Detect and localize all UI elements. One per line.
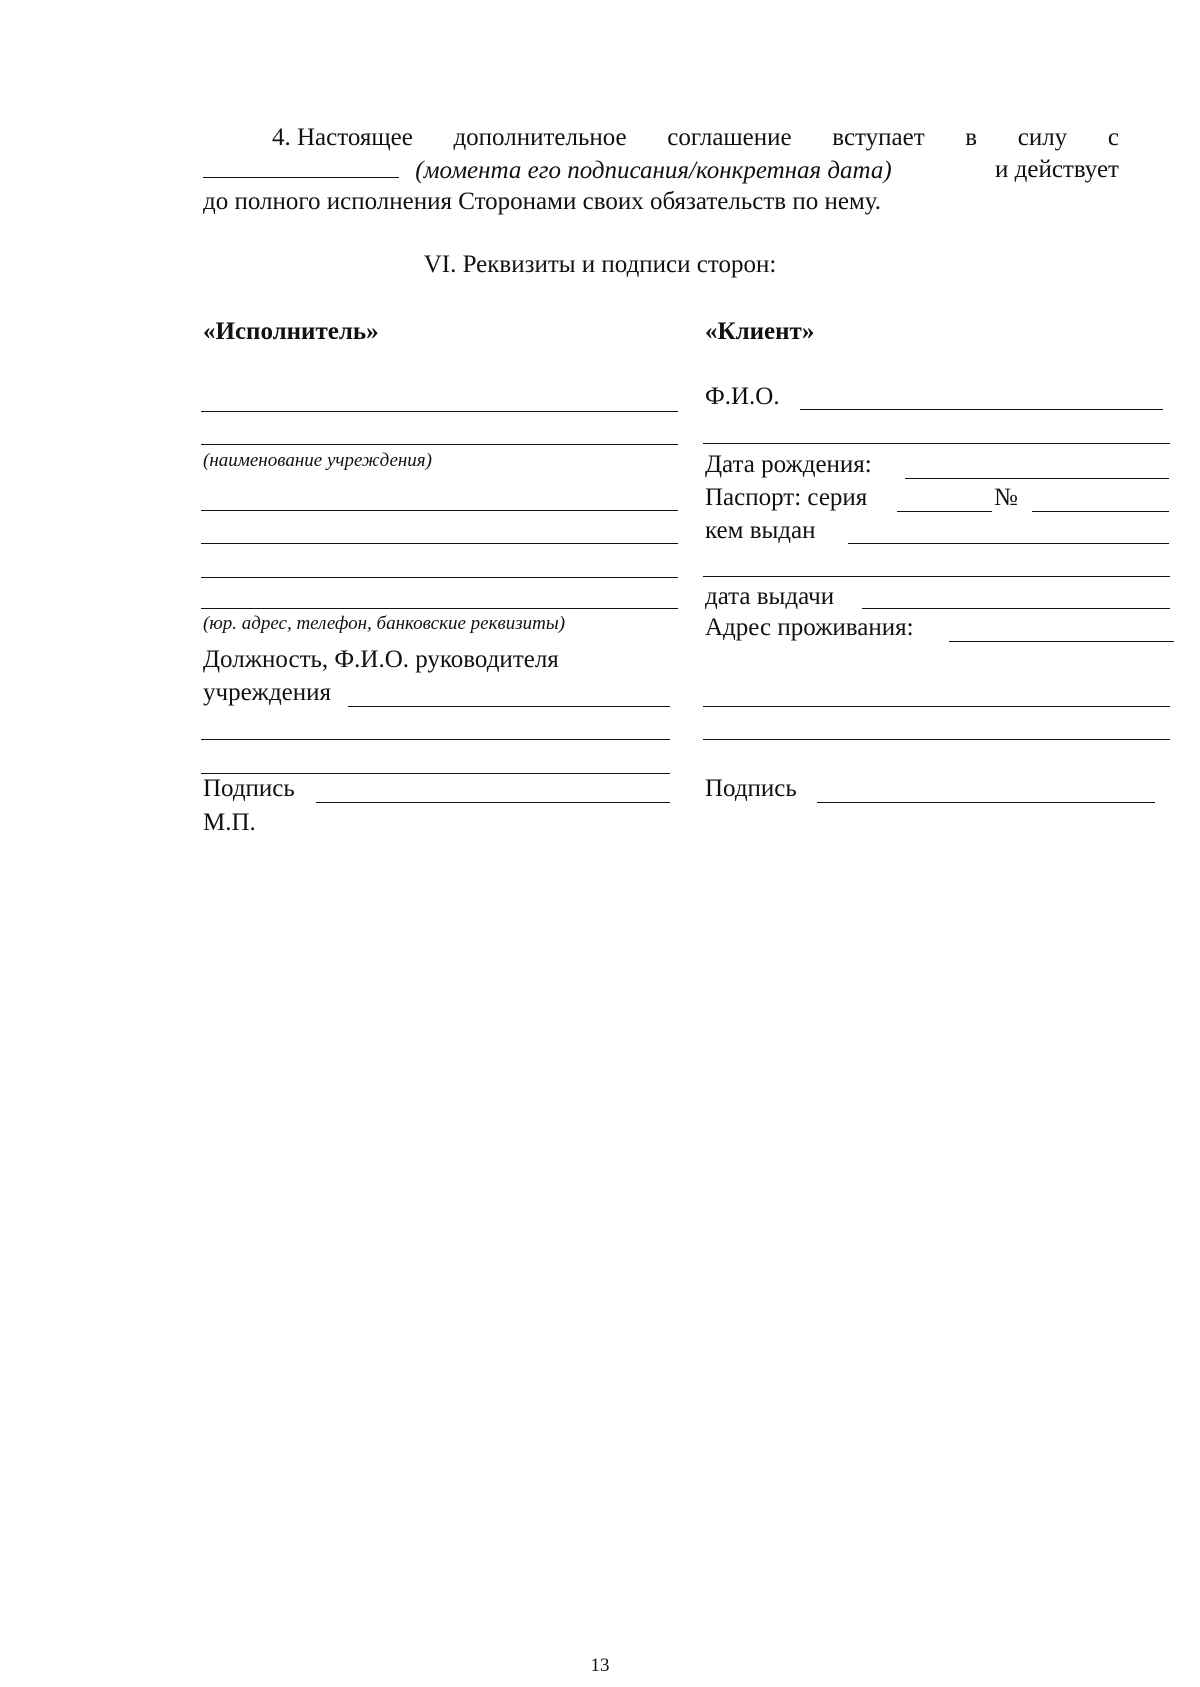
client-issued-by-label: кем выдан — [705, 517, 816, 544]
section-title: VI. Реквизиты и подписи сторон: — [423, 251, 777, 278]
client-fio-line — [800, 409, 1163, 410]
executor-name-line-1 — [201, 411, 678, 412]
client-passport-label: Паспорт: серия — [705, 484, 868, 511]
client-address-line-1 — [949, 641, 1174, 642]
clause-word: в — [965, 124, 978, 151]
executor-address-line-1 — [201, 510, 678, 511]
executor-stamp-label: М.П. — [203, 809, 256, 836]
executor-title: «Исполнитель» — [203, 318, 379, 345]
clause-tail: и действует — [995, 156, 1119, 183]
client-address-label: Адрес проживания: — [705, 614, 914, 641]
executor-address-note: (юр. адрес, телефон, банковские реквизиты) — [203, 613, 566, 634]
executor-signature-label: Подпись — [203, 775, 295, 802]
clause-4-line-1 — [272, 123, 1119, 153]
clause-word: соглашение — [667, 124, 792, 151]
executor-name-note: (наименование учреждения) — [203, 450, 432, 471]
executor-address-line-3 — [201, 577, 678, 578]
executor-head-label: Должность, Ф.И.О. руководителя — [203, 646, 559, 673]
client-fio-line-2 — [703, 443, 1170, 444]
client-issued-by-line — [848, 543, 1169, 544]
client-issue-date-label: дата выдачи — [705, 583, 835, 610]
client-birth-label: Дата рождения: — [705, 451, 872, 478]
passport-series-line — [897, 511, 992, 512]
executor-signature-line — [316, 802, 670, 803]
executor-address-line-4 — [201, 608, 678, 609]
executor-address-line-2 — [201, 543, 678, 544]
page-number: 13 — [590, 1655, 610, 1676]
clause-word: силу — [1017, 124, 1068, 151]
executor-name-line-2 — [201, 444, 678, 445]
passport-number-line — [1032, 511, 1169, 512]
client-signature-label: Подпись — [705, 775, 797, 802]
clause-4-line-2 — [203, 155, 1119, 186]
client-address-line-2 — [703, 706, 1170, 707]
executor-head-label-2 — [203, 678, 331, 708]
clause-4-line-3: до полного исполнения Сторонами своих обязательств по нему. — [203, 188, 882, 215]
date-blank — [203, 155, 399, 178]
clause-word: с — [1107, 124, 1119, 151]
client-issued-by-line-2 — [703, 576, 1170, 577]
executor-head-line-1 — [348, 706, 670, 707]
executor-head-label-tail: учреждения — [203, 679, 332, 706]
client-fio-label: Ф.И.О. — [705, 383, 780, 410]
client-birth-line — [905, 478, 1169, 479]
clause-word: дополнительное — [453, 124, 627, 151]
client-passport-number-sign: № — [994, 484, 1018, 511]
client-signature-line — [817, 802, 1155, 803]
clause-word: 4. Настоящее — [272, 124, 413, 151]
clause-date-hint: (момента его подписания/конкретная дата) — [415, 157, 892, 184]
clause-word: вступает — [832, 124, 925, 151]
client-address-line-3 — [703, 739, 1170, 740]
executor-head-line-2 — [201, 739, 670, 740]
client-issue-date-line — [862, 608, 1170, 609]
client-title: «Клиент» — [705, 318, 815, 345]
